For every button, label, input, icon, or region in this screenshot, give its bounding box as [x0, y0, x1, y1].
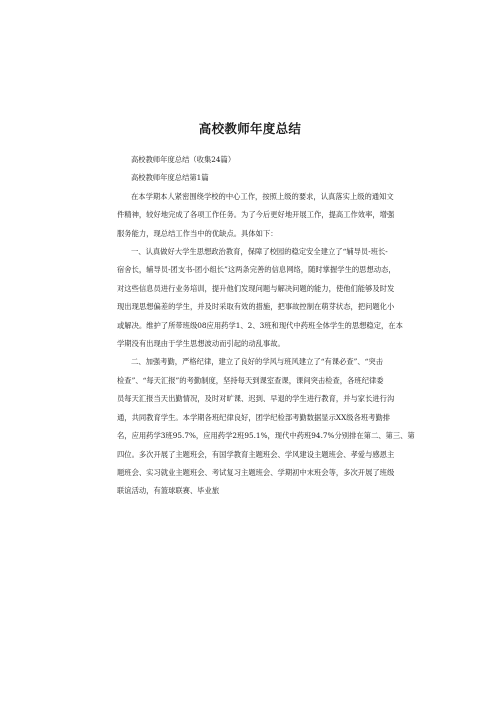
- paragraph-line: 一、认真做好大学生思想政治教育，保障了校园的稳定安全建立了“辅导员-班长-: [131, 247, 388, 257]
- document-body: [117, 151, 415, 501]
- paragraph-line: 对这些信息员进行业务培训，提升他们发现问题与解决问题的能力，使他们能够及时发: [117, 283, 395, 293]
- paragraph-line: 通，共同教育学生。本学期各班纪律良好，团学纪检部考勤数据显示XX级各班考勤排: [117, 412, 391, 422]
- paragraph-line: 宿舍长，辅导员-团支书-团小组长”这两条完善的信息网络，随时掌握学生的思想动态，: [117, 265, 396, 275]
- paragraph-line: 题班会、实习就业主题班会、考试复习主题班会、学期初中末班会等，多次开展了班级: [117, 467, 395, 477]
- paragraph-line: 联谊活动，有篮球联赛、毕业旅: [117, 486, 220, 496]
- paragraph-line: 检查”、“每天汇报”的考勤制度，坚持每天到课室查课，课间突击检查，各班纪律委: [117, 375, 384, 385]
- paragraph-line: 员每天汇报当天出勤情况，及时对旷课、迟到、早退的学生进行教育，并与家长进行沟: [117, 394, 395, 404]
- section-heading: 高校教师年度总结第1篇: [131, 173, 209, 183]
- paragraph-line: 或解决。维护了所带班级08应用药学1、2、3班和现代中药班全体学生的思想稳定，在本: [117, 320, 403, 330]
- paragraph-line: 服务能力，现总结工作当中的优缺点。具体如下：: [117, 228, 278, 238]
- paragraph-line: 二、加强考勤，严格纪律，建立了良好的学风与班风建立了“有课必查”、“突击: [131, 357, 383, 367]
- paragraph-line: 名，应用药学3班95.7%，应用药学2班95.1%，现代中药班94.7%分别排在第二、第三、第: [117, 431, 415, 441]
- document-subtitle: 高校教师年度总结（收集24篇）: [131, 155, 236, 164]
- paragraph-line: 学期没有出现由于学生思想波动而引起的动乱事故。: [117, 339, 285, 349]
- paragraph-line: 现出现思想偏差的学生，并及时采取有效的措施，把事故控制在萌芽状态，把问题化小: [117, 302, 395, 312]
- paragraph-line: 在本学期本人紧密围绕学校的中心工作，按照上级的要求，认真落实上级的通知文: [131, 191, 394, 201]
- paragraph-line: 件精神，较好地完成了各项工作任务。为了今后更好地开展工作，提高工作效率，增强: [117, 210, 395, 220]
- paragraph-line: 四位。多次开展了主题班会，有国学教育主题班会、学风建设主题班会、孝爱与感恩主: [117, 449, 395, 459]
- document-title: 高校教师年度总结: [198, 121, 302, 136]
